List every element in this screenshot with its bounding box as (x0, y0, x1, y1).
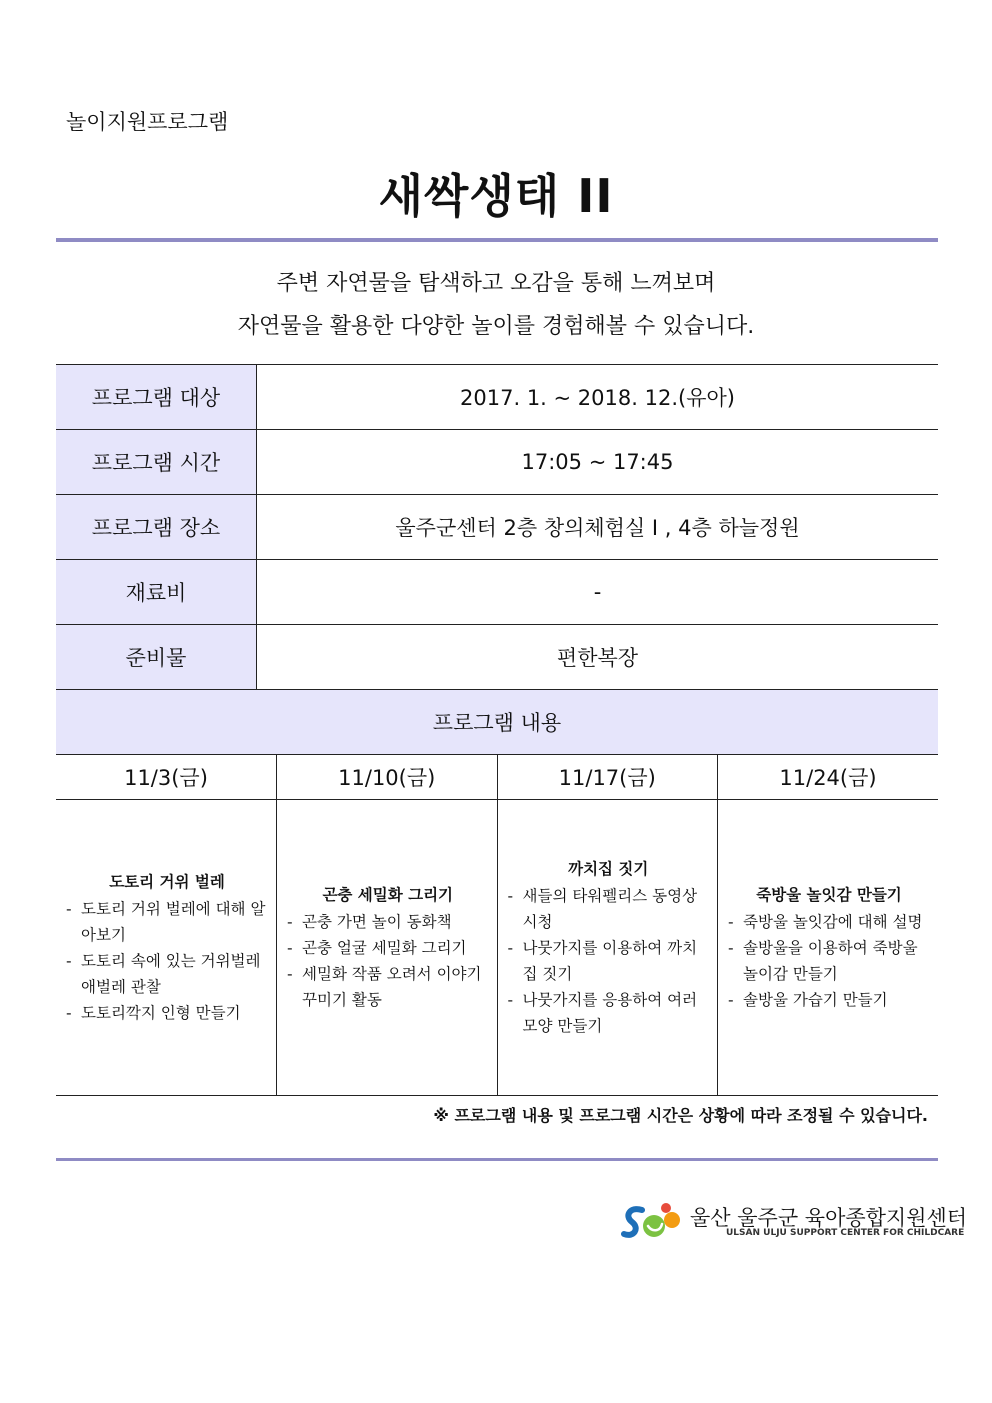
page-title: 새싹생태 II (378, 169, 614, 223)
activity-item: - 도토리 거위 벌레에 대해 알아보기 (64, 896, 270, 948)
activity-title: 죽방울 놀잇감 만들기 (756, 885, 902, 904)
activity-item: - 죽방울 놀잇감에 대해 설명 (726, 909, 932, 935)
schedule-date: 11/17(금) (497, 755, 718, 800)
activity-item: - 곤충 가면 놀이 동화책 (285, 909, 491, 935)
info-value: 2017. 1. ~ 2018. 12.(유아) (257, 365, 939, 430)
activity-list (506, 883, 712, 1039)
schedule-activity-row (56, 800, 938, 1096)
intro-line-1: 주변 자연물을 탐색하고 오감을 통해 느껴보며 (276, 271, 716, 296)
info-label: 프로그램 대상 (56, 365, 257, 430)
activity-item: - 세밀화 작품 오려서 이야기 꾸미기 활동 (285, 961, 491, 1013)
content-header-row (56, 690, 938, 755)
intro-line-2: 자연물을 활용한 다양한 놀이를 경험해볼 수 있습니다. (237, 314, 755, 339)
schedule-date-row (56, 755, 938, 800)
info-label: 프로그램 장소 (56, 495, 257, 560)
activity-item: - 새들의 타워펠리스 동영상 시청 (506, 883, 712, 935)
info-label: 재료비 (56, 560, 257, 625)
schedule-date: 11/24(금) (718, 755, 939, 800)
activity-list (285, 909, 491, 1013)
info-value: 울주군센터 2층 창의체험실 I , 4층 하늘정원 (257, 495, 939, 560)
schedule-date: 11/10(금) (277, 755, 498, 800)
activity-list (726, 909, 932, 1013)
activity-item: - 도토리 속에 있는 거위벌레 애벌레 관찰 (64, 948, 270, 1000)
program-category: 놀이지원프로그램 (66, 110, 229, 134)
org-name: 울산 울주군 육아종합지원센터 (690, 1206, 968, 1230)
info-label: 프로그램 시간 (56, 430, 257, 495)
schedule-table (56, 755, 938, 1096)
info-row-place (56, 495, 938, 560)
activity-title: 곤충 세밀화 그리기 (322, 885, 454, 904)
activity-cell (277, 800, 498, 1096)
activity-item: - 도토리깍지 인형 만들기 (64, 1000, 270, 1026)
intro-text (0, 262, 992, 348)
activity-cell (56, 800, 277, 1096)
center-logo (620, 1200, 968, 1244)
activity-title: 도토리 거위 벌레 (109, 872, 225, 891)
activity-list (64, 896, 270, 1026)
info-row-time (56, 430, 938, 495)
activity-item: - 나뭇가지를 이용하여 까치 집 짓기 (506, 935, 712, 987)
info-value: 편한복장 (257, 625, 939, 690)
activity-cell (718, 800, 939, 1096)
activity-item: - 나뭇가지를 응용하여 여러 모양 만들기 (506, 987, 712, 1039)
schedule-date: 11/3(금) (56, 755, 277, 800)
info-value: 17:05 ~ 17:45 (257, 430, 939, 495)
org-name-english: ULSAN ULJU SUPPORT CENTER FOR CHILDCARE (726, 1228, 965, 1238)
info-value: - (257, 560, 939, 625)
activity-item: - 솔방울 가습기 만들기 (726, 987, 932, 1013)
top-divider (56, 238, 938, 242)
info-row-fee (56, 560, 938, 625)
logo-mark-icon (620, 1200, 684, 1244)
activity-item: - 솔방울을 이용하여 죽방울 놀이감 만들기 (726, 935, 932, 987)
info-row-supplies (56, 625, 938, 690)
bottom-divider (56, 1158, 938, 1161)
activity-item: - 곤충 얼굴 세밀화 그리기 (285, 935, 491, 961)
activity-title: 까치집 짓기 (568, 859, 649, 878)
content-header: 프로그램 내용 (56, 690, 938, 755)
info-row-target (56, 365, 938, 430)
activity-cell (497, 800, 718, 1096)
schedule-note: ※ 프로그램 내용 및 프로그램 시간은 상황에 따라 조정될 수 있습니다. (433, 1106, 928, 1125)
program-info-table (56, 364, 938, 755)
info-label: 준비물 (56, 625, 257, 690)
